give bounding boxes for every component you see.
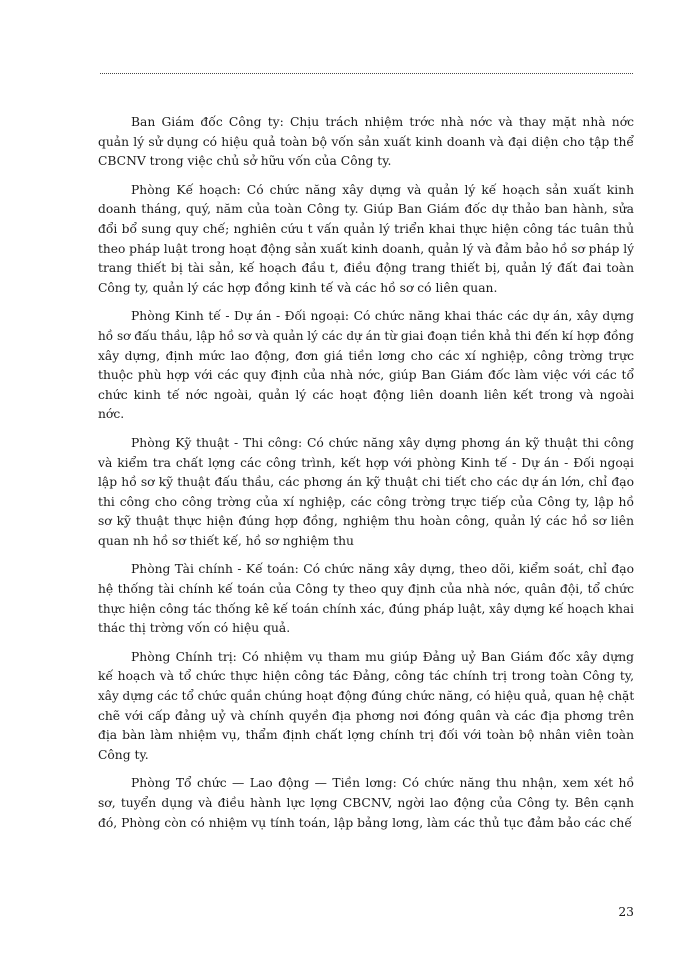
text-line: đó, Phòng còn có nhiệm vụ tính toán, lập bảng lơng, làm các thủ tục đảm bảo các chế (98, 815, 632, 830)
paragraph (98, 774, 634, 833)
text-line: Phòng Kỹ thuật - Thi công: Có chức năng xây dựng phơng án kỹ thuật thi công (131, 435, 634, 450)
text-line: quản lý sử dụng có hiệu quả toàn bộ vốn sản xuất kinh doanh và đại diện cho tập thể (98, 134, 634, 149)
text-line: trang thiết bị tài sản, kế hoạch đầu t, điều động trang thiết bị, quản lý đất đai toàn (98, 261, 634, 276)
text-line: lập hồ sơ kỹ thuật đấu thầu, các phơng án kỹ thuật chi tiết cho các dự án lớn, chỉ đạo (98, 475, 634, 490)
page-number: 23 (618, 905, 634, 919)
paragraph (98, 113, 634, 172)
text-line: Công ty. (98, 747, 149, 762)
text-line: hệ thống tài chính kế toán của Công ty theo quy định của nhà nớc, quân đội, tổ chức (98, 582, 634, 597)
text-line: xây dựng các tổ chức quần chúng hoạt động đúng chức năng, có hiệu quả, quan hệ chặt (98, 689, 635, 704)
text-line: quan nh hồ sơ thiết kế, hồ sơ nghiệm thu (98, 533, 354, 548)
paragraph (98, 307, 634, 425)
text-line: hồ sơ đấu thầu, lập hồ sơ và quản lý các dự án từ giai đoạn tiền khả thi đến kí hợp đồng (98, 328, 634, 343)
text-line: Phòng Kinh tế - Dự án - Đối ngoại: Có chức năng khai thác các dự án, xây dựng (131, 309, 634, 324)
text-line: theo pháp luật trong hoạt động sản xuất kinh doanh, quản lý và đảm bảo hồ sơ pháp lý (98, 241, 635, 256)
paragraph (98, 181, 634, 299)
body-text (98, 113, 634, 842)
text-line: thuộc phù hợp với các quy định của nhà nớc, giúp Ban Giám đốc làm việc với các tổ (98, 368, 634, 383)
text-line: Phòng Chính trị: Có nhiệm vụ tham mu giúp Đảng uỷ Ban Giám đốc xây dựng (131, 649, 634, 664)
text-line: sơ, tuyển dụng và điều hành lực lợng CBCNV, ngời lao động của Công ty. Bên cạnh (98, 796, 634, 810)
text-line: Công ty, quản lý các hợp đồng kinh tế và các hồ sơ có liên quan. (98, 280, 498, 295)
text-line: kế hoạch và tổ chức thực hiện công tác Đảng, công tác chính trị trong toàn Công ty, (98, 669, 634, 684)
text-line: Phòng Kế hoạch: Có chức năng xây dựng và quản lý kế hoạch sản xuất kinh (131, 182, 634, 197)
paragraph (98, 648, 634, 766)
text-line: doanh tháng, quý, năm của toàn Công ty. Giúp Ban Giám đốc dự thảo ban hành, sửa (98, 202, 634, 217)
text-line: CBCNV trong việc chủ sở hữu vốn của Công ty. (98, 154, 392, 169)
text-line: chẽ với cấp đảng uỷ và chính quyền địa phơng nơi đóng quân và các địa phơng trên (98, 708, 634, 723)
text-line: và kiểm tra chất lợng các công trình, kết hợp với phòng Kinh tế - Dự án - Đối ngoại (98, 455, 634, 470)
text-line: thực hiện công tác thống kê kế toán chính xác, đúng pháp luật, xây dựng kế hoạch khai (98, 601, 634, 616)
text-line: Ban Giám đốc Công ty: Chịu trách nhiệm trớc nhà nớc và thay mặt nhà nớc (131, 115, 634, 129)
text-line: sơ kỹ thuật thực hiện đúng hợp đồng, nghiệm thu hoàn công, quản lý các hồ sơ liên (98, 514, 634, 529)
paragraph (98, 560, 634, 638)
text-line: Phòng Tài chính - Kế toán: Có chức năng xây dựng, theo dõi, kiểm soát, chỉ đạo (131, 562, 634, 577)
text-line: chức kinh tế nớc ngoài, quản lý các hoạt động liên doanh liên kết trong và ngoài (98, 387, 634, 402)
header-dotted-rule (100, 73, 633, 74)
text-line: nớc. (98, 407, 125, 422)
paragraph (98, 434, 634, 552)
text-line: địa bàn làm nhiệm vụ, thẩm định chất lợng chính trị đối với toàn bộ nhân viên toàn (98, 728, 634, 743)
text-line: đổi bổ sung quy chế; nghiên cứu t vấn quản lý triển khai thực hiện công tác tuân thủ (98, 221, 634, 236)
text-line: xây dựng, định mức lao động, đơn giá tiền lơng cho các xí nghiệp, công trờng trực (98, 348, 634, 363)
text-line: Phòng Tổ chức — Lao động — Tiền lơng: Có chức năng thu nhận, xem xét hồ (131, 776, 634, 791)
text-line: thác thị trờng vốn có hiệu quả. (98, 621, 291, 636)
text-line: thi công cho công trờng của xí nghiệp, các công trờng trực tiếp của Công ty, lập hồ (98, 494, 634, 509)
